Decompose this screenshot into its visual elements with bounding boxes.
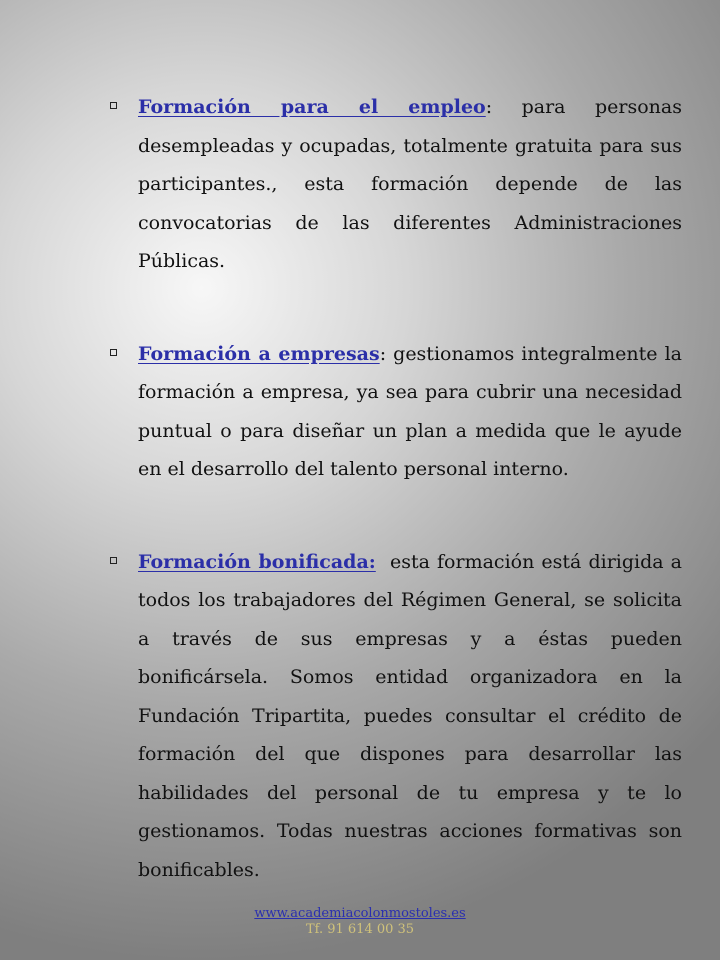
term-formacion-empresas: Formación a empresas (138, 342, 380, 365)
bullet-formacion-bonificada (108, 543, 689, 890)
description-formacion-empleo: : para personas desempleadas y ocupadas, totalmente gratuita para sus participantes., esta formación depende de las convocatorias de las diferentes Administraciones Públicas. (138, 96, 682, 272)
bullet-list (108, 88, 689, 943)
phone-number: Tf. 91 614 00 35 (305, 922, 415, 937)
term-formacion-empleo: Formación para el empleo (138, 96, 486, 118)
square-bullet-icon (110, 102, 117, 109)
square-bullet-icon (110, 349, 117, 356)
bullet-formacion-empresas (108, 335, 682, 489)
description-formacion-empresas: : gestionamos integralmente la formación a empresa, ya sea para cubrir una necesidad puntual o para diseñar un plan a medida que le ayude en el desarrollo del talento personal interno. (138, 342, 682, 480)
footer (0, 906, 720, 938)
term-formacion-bonificada: Formación bonificada: (138, 550, 376, 573)
square-bullet-icon (110, 557, 117, 564)
bullet-formacion-empleo (108, 88, 682, 281)
website-link[interactable]: www.academiacolonmostoles.es (254, 906, 466, 921)
description-formacion-bonificada: esta formación está dirigida a todos los trabajadores del Régimen General, se solicita a través de sus empresas y a éstas pueden bonificársela. Somos entidad organizadora en la Fundación Tripartita, puedes consultar el crédito de formación del que dispones para desarrollar las habilidades del personal de tu empresa y te lo gestionamos. Todas nuestras acciones formativas son bonificables. (138, 550, 689, 881)
